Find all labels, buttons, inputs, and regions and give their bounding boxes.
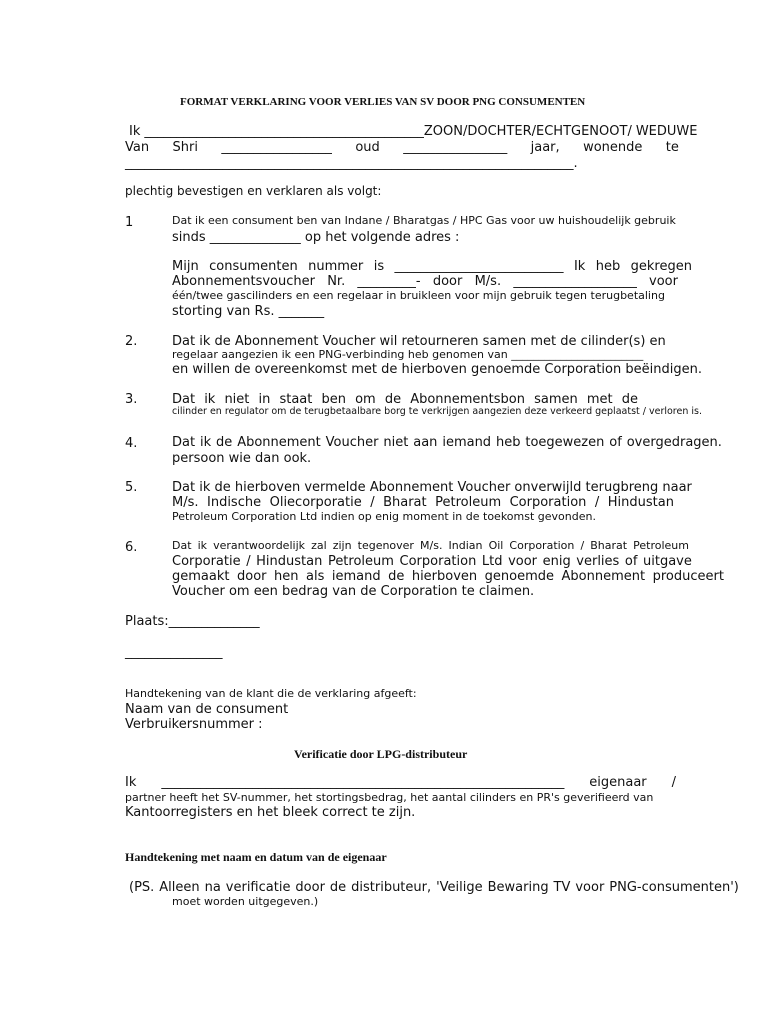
consumer-number-blank: __________________________ (394, 259, 564, 274)
word: Ik (125, 775, 137, 790)
distributor-blank: ___________________ (513, 274, 637, 289)
word: aan (413, 435, 438, 450)
intro-line-1 (129, 124, 698, 139)
item-5-line-a: Dat ik de hierboven vermelde Abonnement Voucher onverwijld terugbreng naar (172, 480, 692, 495)
word: staat (279, 392, 313, 407)
relation-widow: WEDUWE (635, 124, 698, 139)
verification-heading: Verificatie door LPG-distributeur (294, 747, 468, 761)
word: Abonnementsvoucher (172, 274, 315, 289)
word: iemand (331, 569, 381, 584)
word: Abonnementsbon (410, 392, 525, 407)
word: M/s. (172, 495, 199, 510)
word: Dat (172, 392, 196, 407)
item-number: 2. (125, 334, 138, 349)
word: ik (199, 435, 212, 450)
word: Voucher (325, 435, 379, 450)
signature-line: _______________ (125, 645, 223, 660)
item-6-line-b (172, 554, 692, 569)
word: Indische (207, 495, 262, 510)
word: produceert (652, 569, 724, 584)
item-3-line-b: cilinder en regulator om de terugbetaalbare borg te verkrijgen aangezien deze verkeerd geplaatst / verloren is. (172, 406, 702, 417)
word: niet (383, 435, 409, 450)
word: PNG-consumenten') (609, 880, 739, 895)
item-6-line-d: Voucher om een bedrag van de Corporation te claimen. (172, 584, 535, 599)
verification-line-3: Kantoorregisters en het bleek correct te zijn. (125, 805, 416, 820)
solemn-declaration: plechtig bevestigen en verklaren als volgt: (125, 184, 382, 198)
item-number: 4. (125, 436, 138, 451)
word: M/s. (420, 539, 443, 552)
relation-text: ZOON/DOCHTER/ECHTGENOOT/ (423, 124, 632, 139)
word: na (204, 880, 221, 895)
word: 'Veilige (436, 880, 483, 895)
distributor-name-blank: ______________________________________________________________ (161, 775, 565, 790)
word: zijn (332, 539, 352, 552)
age-blank: ________________ (403, 140, 508, 155)
item-1-line-d (172, 274, 678, 289)
word: de (388, 569, 405, 584)
word: Ik (573, 259, 586, 274)
item-2-line-a: Dat ik de Abonnement Voucher wil retourneren samen met de cilinder(s) en (172, 334, 666, 349)
word: Alleen (159, 880, 200, 895)
word: toegewezen (525, 435, 605, 450)
item-4-line-b: persoon wie dan ook. (172, 451, 312, 466)
ps-line-1 (129, 880, 739, 895)
word: voor (649, 274, 678, 289)
word: / (671, 775, 676, 790)
item-number: 6. (125, 540, 138, 555)
item-1-line-b: sinds ______________ op het volgende adres : (172, 230, 460, 245)
word: Ltd (481, 554, 503, 569)
item-6-line-c (172, 569, 724, 584)
word: de (329, 880, 347, 895)
word: door (432, 274, 463, 289)
word: overgedragen. (626, 435, 722, 450)
word: voor (508, 554, 538, 569)
word: door (295, 880, 325, 895)
item-1-line-c (172, 259, 692, 274)
item-2-line-c: en willen de overeenkomst met de hierboven genoemde Corporation beëindigen. (172, 362, 702, 377)
item-number: 3. (125, 392, 138, 407)
word: Oil (488, 539, 504, 552)
word: oud (355, 140, 380, 155)
father-name-blank: _________________ (221, 140, 332, 155)
item-4-line-a (172, 435, 722, 450)
word: of (609, 435, 622, 450)
item-2-line-b: regelaar aangezien ik een PNG-verbinding heb genomen van ________________________ (172, 348, 644, 361)
item-1-line-e: één/twee gascilinders en een regelaar in bruikleen voor mijn gebruik tegen terugbetaling (172, 289, 665, 302)
word: TV (553, 880, 571, 895)
word: eigenaar (589, 775, 647, 790)
word: Petroleum (327, 554, 394, 569)
word: in (258, 392, 271, 407)
ps-line-2: moet worden uitgegeven.) (172, 895, 319, 908)
word: heb (495, 435, 521, 450)
word: verlies (576, 554, 620, 569)
word: genoemde (484, 569, 555, 584)
word: Abonnement (237, 435, 321, 450)
word: gekregen (630, 259, 692, 274)
word: Nr. (327, 274, 346, 289)
item-6-line-a (172, 539, 689, 552)
word: Corporation (509, 495, 587, 510)
word: verantwoordelijk (213, 539, 305, 552)
word: Hindustan (607, 495, 674, 510)
word: jaar, (530, 140, 560, 155)
word: door (236, 569, 267, 584)
intro-ik: Ik (129, 124, 141, 139)
word: / (246, 554, 251, 569)
word: Shri (172, 140, 198, 155)
word: ik (204, 392, 216, 407)
word: of (624, 554, 638, 569)
address-blank: _____________________________________________________________________. (125, 156, 578, 171)
word: Abonnement (561, 569, 646, 584)
word: zal (311, 539, 327, 552)
word: Indian (448, 539, 483, 552)
item-1-line-a: Dat ik een consument ben van Indane / Bharatgas / HPC Gas voor uw huishoudelijk gebruik (172, 214, 676, 227)
word: Corporation (509, 539, 575, 552)
consumer-number-label: Verbruikersnummer : (125, 717, 263, 732)
word: nummer (308, 259, 364, 274)
word: M/s. (474, 274, 502, 289)
word: ik (197, 539, 208, 552)
word: heb (595, 259, 621, 274)
word: / (594, 495, 600, 510)
word: de (216, 435, 233, 450)
verification-line-1 (125, 775, 676, 790)
word: consumenten (209, 259, 298, 274)
word: Petroleum (633, 539, 689, 552)
word: te (665, 140, 679, 155)
owner-signature-heading: Handtekening met naam en datum van de eigenaar (125, 850, 387, 864)
word: is (373, 259, 385, 274)
word: tegenover (357, 539, 414, 552)
word: Bewaring (487, 880, 549, 895)
place-field: Plaats:______________ (125, 614, 260, 629)
word: Bharat (383, 495, 427, 510)
word: Bharat (590, 539, 628, 552)
word: voor (575, 880, 605, 895)
word: enig (542, 554, 571, 569)
word: Van (125, 140, 150, 155)
word: samen (534, 392, 578, 407)
word: als (305, 569, 325, 584)
word: verificatie (225, 880, 291, 895)
word: iemand (442, 435, 492, 450)
word: (PS. (129, 880, 155, 895)
item-3-line-a (172, 392, 638, 407)
document-title: FORMAT VERKLARING VOOR VERLIES VAN SV DOOR PNG CONSUMENTEN (180, 96, 586, 108)
item-number: 5. (125, 480, 138, 495)
word: distributeur, (351, 880, 432, 895)
word: de (384, 392, 402, 407)
word: Oliecorporatie (269, 495, 362, 510)
intro-line-2 (125, 140, 679, 155)
word: hierboven (411, 569, 478, 584)
word: Mijn (172, 259, 199, 274)
item-5-line-c: Petroleum Corporation Ltd indien op enig moment in de toekomst gevonden. (172, 510, 596, 523)
consumer-name-label: Naam van de consument (125, 702, 289, 717)
word: om (355, 392, 376, 407)
signature-label: Handtekening van de klant die de verklaring afgeeft: (125, 687, 417, 700)
verification-line-2: partner heeft het SV-nummer, het stortingsbedrag, het aantal cilinders en PR's geverifieerd van (125, 791, 654, 804)
word: Corporatie (172, 554, 241, 569)
word: Petroleum (435, 495, 502, 510)
word: Dat (172, 539, 192, 552)
word: Corporation (399, 554, 477, 569)
voucher-number-blank: _________- (357, 274, 421, 289)
word: ben (321, 392, 346, 407)
word: gemaakt (172, 569, 230, 584)
word: Dat (172, 435, 196, 450)
word: Hindustan (256, 554, 323, 569)
word: de (621, 392, 638, 407)
name-blank: ___________________________________________ (144, 124, 424, 139)
item-1-line-f: storting van Rs. _______ (172, 304, 325, 319)
word: met (586, 392, 613, 407)
word: niet (224, 392, 250, 407)
item-5-line-b (172, 495, 674, 510)
word: / (370, 495, 375, 510)
item-number: 1 (125, 215, 134, 230)
word: uitgave (643, 554, 692, 569)
word: / (580, 539, 585, 552)
word: wonende (583, 140, 643, 155)
word: hen (274, 569, 299, 584)
